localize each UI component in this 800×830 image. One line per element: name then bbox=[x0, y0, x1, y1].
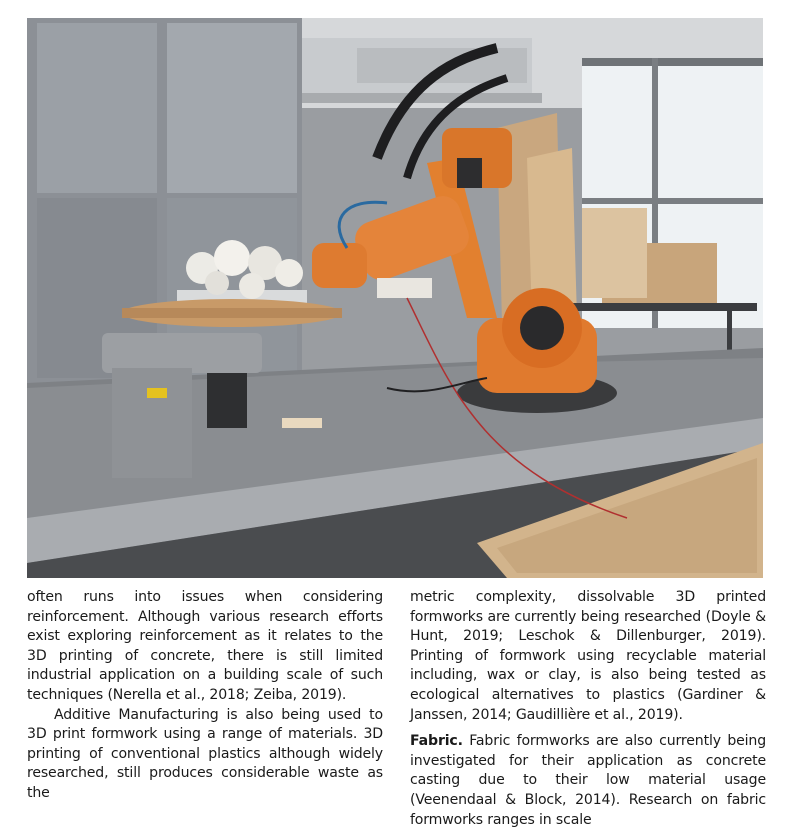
right-text-column bbox=[410, 588, 766, 830]
right-paragraph-2 bbox=[410, 732, 766, 830]
fabric-run-in-heading: Fabric. bbox=[410, 733, 463, 750]
left-paragraph-1: often runs into issues when considering reinforcement. Although various research efforts exist exploring reinforcement as it relates to the 3D printing of concrete, there is still limited industrial application on a building scale of such techniques (Nerella et al., 2018; Zeiba, 2019). bbox=[27, 589, 383, 703]
fabric-paragraph-body: Fabric formworks are also currently being investigated for their application as concrete casting due to their low material usage (Veenendaal & Block, 2014). Research on fabric formworks ranges in scale bbox=[410, 733, 766, 828]
robot-lab-image bbox=[27, 18, 763, 578]
left-text-column bbox=[27, 588, 383, 804]
right-paragraph-1: metric complexity, dissolvable 3D printed formworks are currently being researched (Doyle & Hunt, 2019; Leschok & Dillenburger, 2019). Printing of formwork using recyclable material including, wax or clay, is also being tested as ecological alternatives to plastics (Gardiner & Janssen, 2014; Gaudillière et al., 2019). bbox=[410, 589, 766, 723]
left-paragraph-2: Additive Manufacturing is also being used to 3D print formwork using a range of materials. 3D printing of conventional plastics although widely researched, still produces considerable waste as the bbox=[27, 706, 383, 801]
figure-photo bbox=[27, 18, 763, 578]
